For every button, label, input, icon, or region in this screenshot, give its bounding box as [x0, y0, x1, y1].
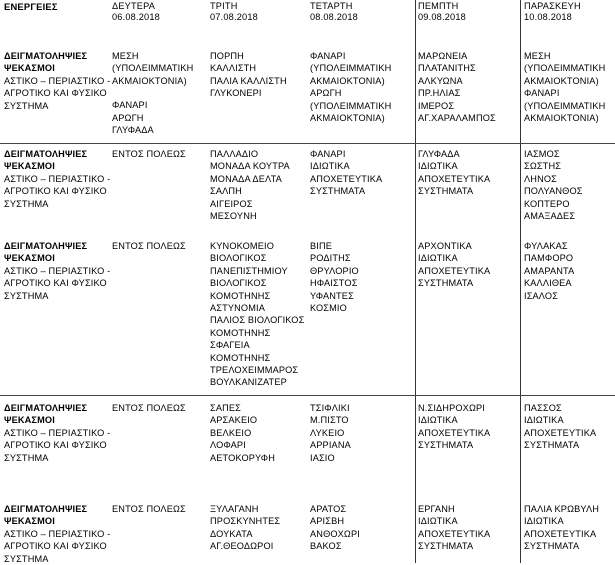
row-divider-1 [0, 143, 615, 144]
activity-line: ΑΣΤΙΚΟ – ΠΕΡΙΑΣΤΙΚΟ - [4, 427, 111, 438]
header-day-date: 07.08.2018 [210, 12, 258, 22]
cell-line: ΕΡΓΑΝΗ [418, 504, 455, 514]
header-day-name: ΤΕΤΑΡΤΗ [310, 1, 353, 11]
cell-line: ΒΙΟΛΟΓΙΚΟΣ [210, 278, 267, 289]
cell-line: ΑΜΑΞΑΔΕΣ [524, 211, 576, 222]
schedule-cell-thursday [418, 402, 518, 452]
cell-line: ΑΠΟΧΕΤΕΥΤΙΚΑ [418, 528, 491, 539]
schedule-cell-monday [112, 503, 204, 515]
cell-line: ΦΑΝΑΡΙ [310, 51, 346, 61]
cell-line: ΙΔΙΩΤΙΚΑ [418, 161, 458, 172]
cell-line: ΘΡΥΛΟΡΙΟ [310, 265, 359, 276]
cell-line: ΣΩΣΤΗΣ [524, 161, 562, 172]
schedule-cell-tuesday [210, 503, 308, 553]
cell-line: ΣΥΣΤΗΜΑΤΑ [524, 541, 580, 552]
schedule-cell-friday [524, 402, 614, 452]
activity-line: ΑΓΡΟΤΙΚΟ ΚΑΙ ΦΥΣΙΚΟ [4, 88, 107, 99]
cell-line: ΑΝΘΟΧΩΡΙ [310, 528, 360, 539]
cell-line: ΙΜΕΡΟΣ [418, 100, 455, 111]
cell-line: (ΥΠΟΛΕΙΜΜΑΤΙΚΗ [310, 63, 392, 74]
header-day-name: ΔΕΥΤΕΡΑ [112, 1, 156, 11]
activity-line: ΨΕΚΑΣΜΟΙ [4, 161, 55, 172]
cell-line: ΑΚΜΑΙΟΚΤΟΝΙΑ) [524, 113, 599, 124]
cell-line: ΓΛΥΦΑΔΑ [112, 125, 154, 136]
cell-line: ΑΠΟΧΕΤΕΥΤΙΚΑ [418, 173, 491, 184]
schedule-cell-friday [524, 240, 614, 302]
activity-line: ΑΣΤΙΚΟ – ΠΕΡΙΑΣΤΙΚΟ - [4, 265, 111, 276]
cell-line: ΙΑΣΙΟ [310, 452, 335, 463]
activity-line: ΨΕΚΑΣΜΟΙ [4, 516, 55, 527]
cell-line: Μ.ΠΙΣΤΟ [310, 415, 349, 426]
schedule-cell-tuesday [210, 50, 308, 100]
cell-line: ΑΚΜΑΙΟΚΤΟΝΙΑ) [310, 113, 385, 124]
cell-line: ΙΑΣΜΟΣ [524, 149, 560, 159]
cell-line: (ΥΠΟΛΕΙΜΜΑΤΙΚΗ [524, 63, 606, 74]
cell-line: ΣΥΣΤΗΜΑΤΑ [418, 186, 474, 197]
cell-line: ΠΑΛΙΑ ΚΑΛΛΙΣΤΗ [210, 75, 287, 86]
activity-line: ΑΓΡΟΤΙΚΟ ΚΑΙ ΦΥΣΙΚΟ [4, 440, 107, 451]
schedule-cell-thursday [418, 503, 518, 553]
cell-line: ΑΡΡΙΑΝΑ [310, 440, 351, 451]
blank-line [112, 87, 204, 99]
cell-line: ΤΣΙΦΛΙΚΙ [310, 403, 350, 413]
activity-line: ΑΓΡΟΤΙΚΟ ΚΑΙ ΦΥΣΙΚΟ [4, 541, 107, 552]
schedule-cell-wednesday [310, 402, 416, 464]
cell-line: ΙΣΑΛΟΣ [524, 290, 559, 301]
cell-line: ΜΕΣΟΥΝΗ [210, 211, 257, 222]
column-divider-friday [520, 0, 521, 563]
cell-line: ΜΟΝΑΔΑ ΚΟΥΤΡΑ [210, 161, 290, 172]
cell-line: ΑΡΑΤΟΣ [310, 504, 347, 514]
schedule-cell-friday [524, 148, 614, 222]
cell-line: ΠΟΛΥΑΝΘΟΣ [524, 186, 583, 197]
cell-line: ΠΑΛΛΑΔΙΟ [210, 149, 259, 159]
cell-line: ΠΑΣΣΟΣ [524, 403, 562, 413]
cell-line: ΒΙΠΕ [310, 241, 333, 251]
cell-line: ΑΚΜΑΙΟΚΤΟΝΙΑ) [524, 75, 599, 86]
cell-line: ΚΟΣΜΙΟ [310, 303, 347, 314]
cell-line: ΕΝΤΟΣ ΠΟΛΕΩΣ [112, 504, 186, 514]
cell-line: ΙΔΙΩΤΙΚΑ [418, 253, 458, 264]
activity-cell [4, 50, 111, 112]
activity-line: ΣΥΣΤΗΜΑ [4, 553, 49, 564]
cell-line: ΦΑΝΑΡΙ [310, 149, 346, 159]
cell-line: ΠΑΛΙΑ ΚΡΩΒΥΛΗ [524, 504, 600, 514]
cell-line: ΡΟΔΙΤΗΣ [310, 253, 351, 264]
cell-line: ΚΟΠΤΕΡΟ [524, 198, 570, 209]
cell-line: ΞΥΛΑΓΑΝΗ [210, 504, 259, 514]
cell-line: ΑΚΜΑΙΟΚΤΟΝΙΑ) [310, 75, 385, 86]
cell-line: (ΥΠΟΛΕΙΜΜΑΤΙΚΗ [524, 100, 606, 111]
cell-line: ΕΝΤΟΣ ΠΟΛΕΩΣ [112, 149, 186, 159]
schedule-cell-monday [112, 402, 204, 414]
cell-line: ΒΟΥΛΚΑΝΙΖΑΤΕΡ [210, 377, 287, 388]
cell-line: ΣΥΣΤΗΜΑΤΑ [310, 186, 366, 197]
cell-line: ΠΡΟΣΚΥΝΗΤΕΣ [210, 516, 281, 527]
cell-line: ΜΟΝΑΔΑ ΔΕΛΤΑ [210, 173, 282, 184]
activity-line: ΣΥΣΤΗΜΑ [4, 452, 49, 463]
header-day-name: ΠΕΜΠΤΗ [418, 1, 459, 11]
cell-line: ΚΥΝΟΚΟΜΕΙΟ [210, 241, 275, 251]
activity-line: ΣΥΣΤΗΜΑ [4, 290, 49, 301]
activity-line: ΑΣΤΙΚΟ – ΠΕΡΙΑΣΤΙΚΟ - [4, 75, 111, 86]
schedule-cell-thursday [418, 240, 518, 290]
activity-line: ΨΕΚΑΣΜΟΙ [4, 253, 55, 264]
cell-line: ΗΦΑΙΣΤΟΣ [310, 278, 358, 289]
cell-line: ΑΠΟΧΕΤΕΥΤΙΚΑ [418, 427, 491, 438]
activity-line: ΔΕΙΓΜΑΤΟΛΗΨΙΕΣ [4, 504, 88, 514]
header-activities: ΕΝΕΡΓΕΙΕΣ [4, 1, 58, 12]
schedule-cell-friday [524, 503, 614, 553]
cell-line: ΑΡΙΣΒΗ [310, 516, 345, 527]
schedule-cell-wednesday [310, 503, 416, 553]
cell-line: ΑΣΤΥΝΟΜΙΑ [210, 303, 266, 314]
schedule-cell-tuesday [210, 148, 308, 222]
schedule-cell-monday [112, 240, 204, 252]
activity-line: ΔΕΙΓΜΑΤΟΛΗΨΙΕΣ [4, 51, 88, 61]
cell-line: ΑΠΟΧΕΤΕΥΤΙΚΑ [418, 265, 491, 276]
cell-line: ΓΛΥΦΑΔΑ [418, 149, 460, 159]
cell-line: ΣΑΠΕΣ [210, 403, 241, 413]
header-day-name: ΠΑΡΑΣΚΕΥΗ [524, 1, 581, 11]
cell-line: ΥΦΑΝΤΕΣ [310, 290, 354, 301]
cell-line: ΙΔΙΩΤΙΚΑ [418, 415, 458, 426]
header-day-date: 08.08.2018 [310, 12, 358, 22]
cell-line: ΑΠΟΧΕΤΕΥΤΙΚΑ [524, 528, 597, 539]
schedule-cell-monday [112, 50, 204, 136]
cell-line: ΣΥΣΤΗΜΑΤΑ [418, 541, 474, 552]
cell-line: ΜΑΡΩΝΕΙΑ [418, 51, 468, 61]
cell-line: Ν.ΣΙΔΗΡΟΧΩΡΙ [418, 403, 485, 413]
cell-line: ΙΔΙΩΤΙΚΑ [418, 516, 458, 527]
cell-line: ΑΛΚΥΩΝΑ [418, 75, 463, 86]
cell-line: ΒΑΚΟΣ [310, 541, 342, 552]
cell-line: ΦΑΝΑΡΙ [524, 88, 560, 99]
cell-line: ΙΔΙΩΤΙΚΑ [524, 516, 564, 527]
cell-line: ΠΑΝΕΠΙΣΤΗΜΙΟΥ [210, 265, 288, 276]
schedule-cell-monday [112, 148, 204, 160]
activity-line: ΔΕΙΓΜΑΤΟΛΗΨΙΕΣ [4, 241, 88, 251]
header-day-date: 09.08.2018 [418, 12, 466, 22]
activity-line: ΑΣΤΙΚΟ – ΠΕΡΙΑΣΤΙΚΟ - [4, 173, 111, 184]
cell-line: ΑΠΟΧΕΤΕΥΤΙΚΑ [524, 427, 597, 438]
cell-line: ΑΙΓΕΙΡΟΣ [210, 198, 253, 209]
cell-line: ΛΗΝΟΣ [524, 173, 557, 184]
header-day-name: ΤΡΙΤΗ [210, 1, 238, 11]
header-friday [524, 1, 614, 23]
cell-line: ΒΕΛΚΕΙΟ [210, 427, 252, 438]
cell-line: ΔΟΥΚΑΤΑ [210, 528, 253, 539]
schedule-cell-wednesday [310, 50, 416, 124]
activity-line: ΨΕΚΑΣΜΟΙ [4, 63, 55, 74]
cell-line: ΣΥΣΤΗΜΑΤΑ [418, 278, 474, 289]
cell-line: ΣΑΛΠΗ [210, 186, 242, 197]
header-day-date: 10.08.2018 [524, 12, 572, 22]
activity-line: ΑΓΡΟΤΙΚΟ ΚΑΙ ΦΥΣΙΚΟ [4, 186, 107, 197]
cell-line: ΑΚΜΑΙΟΚΤΟΝΙΑ) [112, 75, 187, 86]
cell-line: ΑΡΩΓΗ [112, 112, 144, 123]
cell-line: (ΥΠΟΛΕΙΜΜΑΤΙΚΗ [310, 100, 392, 111]
cell-line: ΜΕΣΗ [524, 51, 551, 61]
cell-line: ΠΛΑΤΑΝΙΤΗΣ [418, 63, 476, 74]
activity-line: ΑΣΤΙΚΟ – ΠΕΡΙΑΣΤΙΚΟ - [4, 528, 111, 539]
cell-line: ΠΡ.ΗΛΙΑΣ [418, 88, 461, 99]
schedule-cell-friday [524, 50, 614, 124]
row-divider-3 [0, 395, 615, 396]
cell-line: ΣΥΣΤΗΜΑΤΑ [418, 440, 474, 451]
activity-line: ΨΕΚΑΣΜΟΙ [4, 415, 55, 426]
schedule-cell-tuesday [210, 240, 308, 389]
cell-line: ΑΓ.ΘΕΟΔΩΡΟΙ [210, 541, 274, 552]
cell-line: ΒΙΟΛΟΓΙΚΟΣ [210, 253, 267, 264]
header-thursday [418, 1, 518, 23]
cell-line: ΑΡΩΓΗ [310, 88, 342, 99]
activity-line: ΔΕΙΓΜΑΤΟΛΗΨΙΕΣ [4, 149, 88, 159]
cell-line: ΣΦΑΓΕΙΑ [210, 340, 250, 351]
cell-line: ΛΥΚΕΙΟ [310, 427, 345, 438]
cell-line: ΓΛΥΚΟΝΕΡΙ [210, 88, 262, 99]
cell-line: ΠΑΛΙΟΣ ΒΙΟΛΟΓΙΚΟΣ [210, 315, 305, 326]
cell-line: ΠΑΜΦΟΡΟ [524, 253, 574, 264]
cell-line: ΚΟΜΟΤΗΝΗΣ [210, 352, 271, 363]
cell-line: ΠΟΡΠΗ [210, 51, 244, 61]
cell-line: ΦΑΝΑΡΙ [112, 100, 148, 111]
cell-line: ΑΡΧΟΝΤΙΚΑ [418, 241, 472, 251]
cell-line: ΙΔΙΩΤΙΚΑ [310, 161, 350, 172]
cell-line: ΚΑΛΛΙΘΕΑ [524, 278, 572, 289]
cell-line: ΚΟΜΟΤΗΝΗΣ [210, 290, 271, 301]
activity-line: ΔΕΙΓΜΑΤΟΛΗΨΙΕΣ [4, 403, 88, 413]
activity-cell [4, 240, 111, 302]
cell-line: ΑΜΑΡΑΝΤΑ [524, 265, 575, 276]
schedule-cell-wednesday [310, 240, 416, 314]
cell-line: ΣΥΣΤΗΜΑΤΑ [524, 440, 580, 451]
header-tuesday [210, 1, 308, 23]
cell-line: ΕΝΤΟΣ ΠΟΛΕΩΣ [112, 403, 186, 413]
header-monday [112, 1, 204, 23]
cell-line: ΤΡΕΛΟΧΕΙΜΜΑΡΟΣ [210, 365, 299, 376]
schedule-cell-thursday [418, 148, 518, 198]
activity-cell [4, 402, 111, 464]
header-wednesday [310, 1, 416, 23]
cell-line: ΚΑΛΛΙΣΤΗ [210, 63, 257, 74]
activity-cell [4, 148, 111, 210]
cell-line: ΦΥΛΑΚΑΣ [524, 241, 568, 251]
schedule-cell-tuesday [210, 402, 308, 464]
cell-line: (ΥΠΟΛΕΙΜΜΑΤΙΚΗ [112, 63, 194, 74]
activity-line: ΑΓΡΟΤΙΚΟ ΚΑΙ ΦΥΣΙΚΟ [4, 278, 107, 289]
cell-line: ΜΕΣΗ [112, 51, 139, 61]
cell-line: ΑΡΣΑΚΕΙΟ [210, 415, 258, 426]
cell-line: ΑΓ.ΧΑΡΑΛΑΜΠΟΣ [418, 113, 496, 124]
header-day-date: 06.08.2018 [112, 12, 160, 22]
cell-line: ΚΟΜΟΤΗΝΗΣ [210, 327, 271, 338]
cell-line: ΑΠΟΧΕΤΕΥΤΙΚΑ [310, 173, 383, 184]
activity-line: ΣΥΣΤΗΜΑ [4, 100, 49, 111]
schedule-cell-wednesday [310, 148, 416, 198]
cell-line: ΛΟΦΑΡΙ [210, 440, 246, 451]
schedule-cell-thursday [418, 50, 518, 124]
cell-line: ΑΕΤΟΚΟΡΥΦΗ [210, 452, 276, 463]
activity-line: ΣΥΣΤΗΜΑ [4, 198, 49, 209]
cell-line: ΙΔΙΩΤΙΚΑ [524, 415, 564, 426]
activity-cell [4, 503, 111, 565]
cell-line: ΕΝΤΟΣ ΠΟΛΕΩΣ [112, 241, 186, 251]
